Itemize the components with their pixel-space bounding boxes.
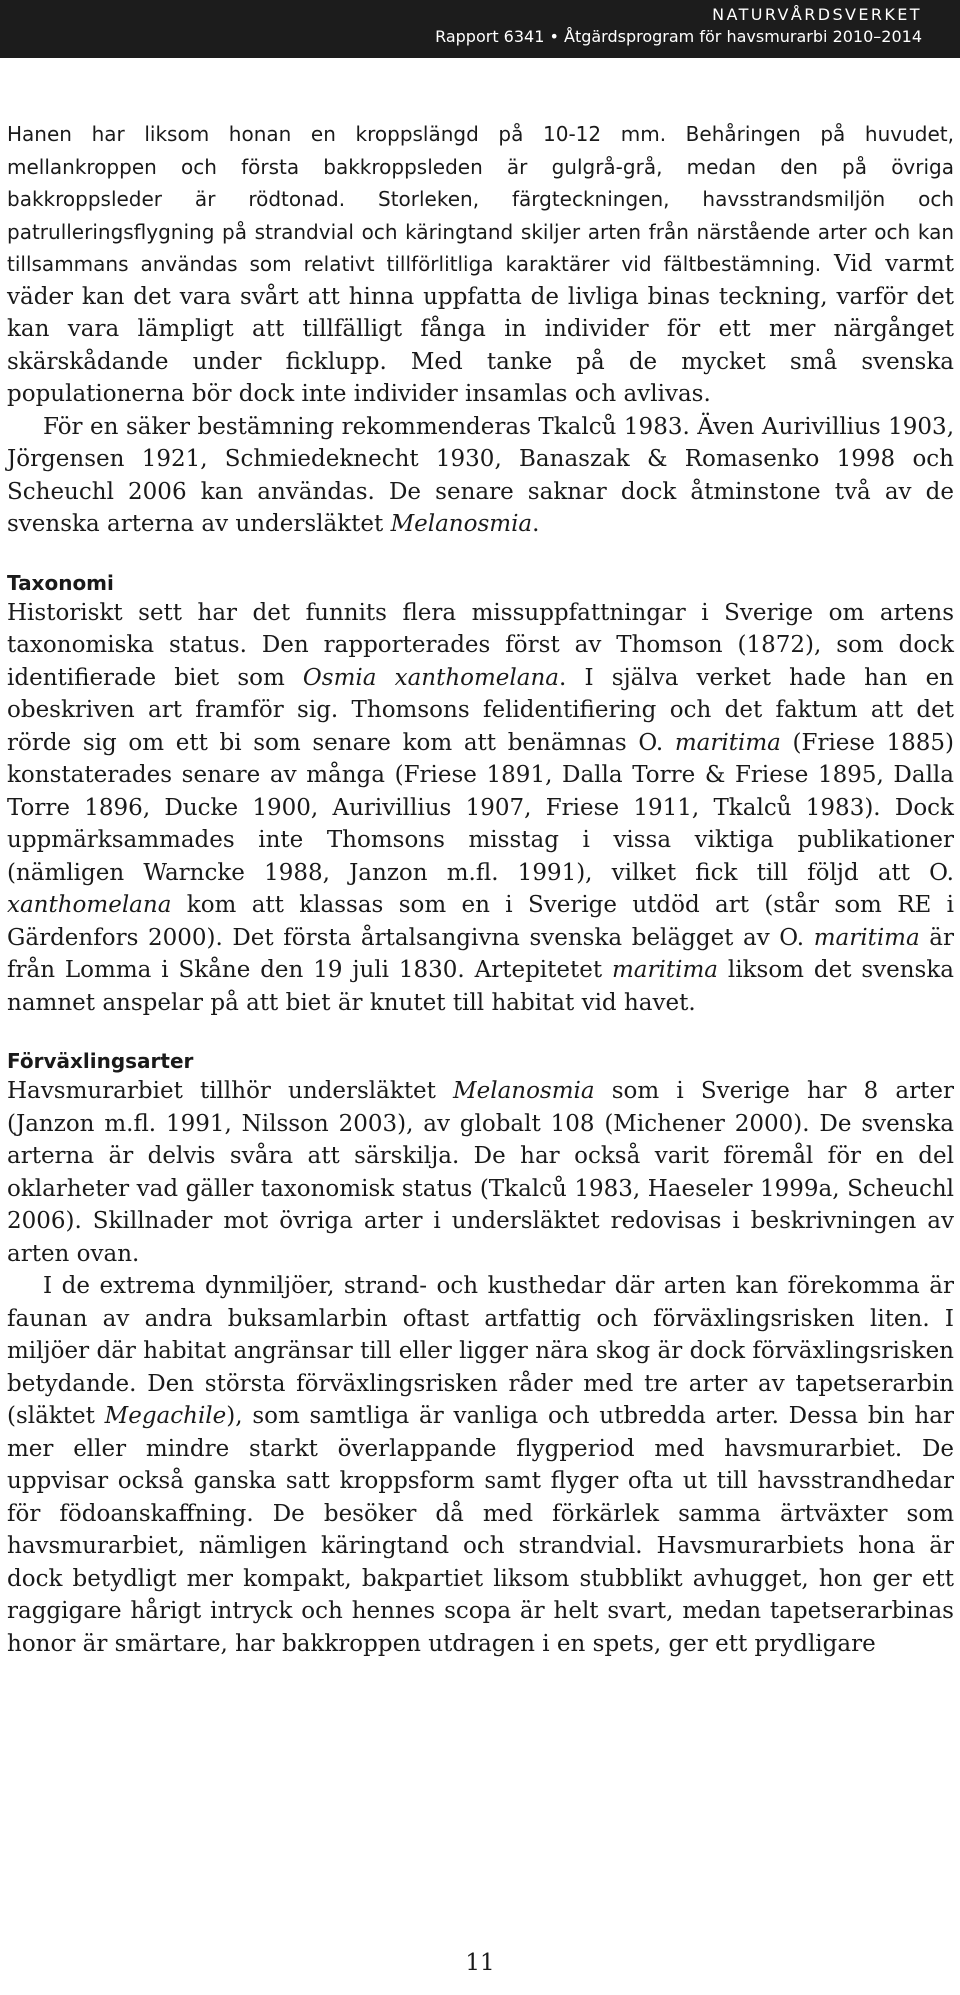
intro-paragraph bbox=[7, 118, 954, 411]
forvaxling-text-1: Havsmurarbiet tillhör undersläktet bbox=[7, 1078, 454, 1104]
identification-italic: Melanosmia bbox=[390, 511, 533, 537]
page-header bbox=[0, 0, 960, 58]
forvaxlingsarter-heading: Förväxlingsarter bbox=[7, 1049, 194, 1073]
taxonomi-italic-4: maritima bbox=[813, 924, 920, 951]
identification-end: . bbox=[532, 511, 540, 537]
taxonomi-text-6: liksom det svenska namnet anspelar på att biet är knutet till habitat vid havet. bbox=[7, 957, 955, 1016]
forvaxling-italic-2: Megachile bbox=[104, 1403, 227, 1429]
taxonomi-italic-5: maritima bbox=[612, 957, 718, 983]
taxonomi-text-4: kom att klassas som en i Sverige utdöd art (står som RE i Gärdenfors 2000). Det första årtalsangivna svenska belägget av O. bbox=[7, 892, 954, 951]
forvaxling-text-3: I de extrema dynmiljöer, strand- och kusthedar där arten kan förekomma är faunan av andra buksamlarbin oftast artfattig och förväxlingsrisken liten. I miljöer där habitat angränsar till eller ligger nära skog är dock förväxlingsrisken betydande. Den största förväxlingsrisken råder med tre arter av tapetserarbin (släktet bbox=[7, 1273, 954, 1429]
header-report-title: Rapport 6341 • Åtgärdsprogram för havsmurarbi 2010–2014 bbox=[435, 27, 922, 46]
forvaxling-italic-1: Melanosmia bbox=[453, 1078, 595, 1104]
taxonomi-italic-1: Osmia xanthomelana bbox=[302, 664, 560, 691]
taxonomi-paragraph bbox=[7, 597, 954, 1020]
forvaxling-text-4: ), som samtliga är vanliga och utbredda arter. Dessa bin har mer eller mindre starkt överlappande flygperiod med havsmurarbiet. De uppvisar också ganska satt kroppsform samt flyger ofta ut till havsstrandhedar för födoanskaffning. De besöker då med förkärlek samma ärtväxter som havsmurarbiet, nämligen käringtand och strandvial. Havsmurarbiets hona är dock betydligt mer kompakt, bakpartiet liksom stubblikt avhugget, hon ger ett raggigare hårigt intryck och hennes scopa är helt svart, medan tapetserarbinas honor är smärtare, har bakkroppen utdragen i en spets, ger ett prydligare bbox=[7, 1403, 954, 1657]
taxonomi-text-2: . I själva verket hade han en obeskriven art framför sig. Thomsons felidentifiering och det faktum att det rörde sig om ett bi som senare kom att benämnas O. bbox=[7, 664, 954, 756]
taxonomi-italic-3: xanthomelana bbox=[7, 892, 172, 918]
page-body bbox=[0, 118, 960, 1660]
identification-paragraph bbox=[7, 411, 954, 541]
taxonomi-text-3: (Friese 1885) konstaterades senare av många (Friese 1891, Dalla Torre & Friese 1895, Dalla Torre 1896, Ducke 1900, Aurivillius 1907, Friese 1911, Tkalců 1983). Dock uppmärksammades inte Thomsons misstag i vissa viktiga publikationer (nämligen Warncke 1988, Janzon m.fl. 1991), vilket fick till följd att O. bbox=[7, 729, 955, 886]
taxonomi-heading: Taxonomi bbox=[7, 570, 114, 595]
intro-serif-text: Vid varmt väder kan det vara svårt att hinna uppfatta de livliga binas teckning, varför det kan vara lämpligt att tillfälligt fånga in individer för ett mer närgånget skärskådande under ficklupp. Med tanke på de mycket små svenska populationerna bör dock inte individer insamlas och avlivas. bbox=[7, 251, 955, 407]
taxonomi-italic-2: maritima bbox=[674, 729, 781, 756]
intro-sans-text: Hanen har liksom honan en kroppslängd på 10-12 mm. Behåringen på huvudet, mellankroppen och första bakkroppsleden är gulgrå-grå, medan den på övriga bakkroppsleder är rödtonad. Storleken, färgteckningen, havsstrandsmiljön och patrulleringsflygning på strandvial och käringtand skiljer arten från närstående arter och kan tillsammans användas som relativt tillförlitliga karaktärer vid fältbestämning. bbox=[7, 122, 954, 276]
header-organization: NATURVÅRDSVERKET bbox=[712, 5, 922, 24]
taxonomi-text-5: är från Lomma i Skåne den 19 juli 1830. Artepitetet bbox=[7, 924, 954, 983]
forvaxling-paragraph-1 bbox=[7, 1075, 954, 1270]
page-number: 11 bbox=[465, 1950, 495, 1976]
forvaxling-text-2: som i Sverige har 8 arter (Janzon m.fl. 1991, Nilsson 2003), av globalt 108 (Michener 2000). De svenska arterna är delvis svåra att särskilja. De har också varit föremål för en del oklarheter vad gäller taxonomisk status (Tkalců 1983, Haeseler 1999a, Scheuchl 2006). Skillnader mot övriga arter i undersläktet redovisas i beskrivningen av arten ovan. bbox=[7, 1078, 954, 1267]
taxonomi-text-1: Historiskt sett har det funnits flera missuppfattningar i Sverige om artens taxonomiska status. Den rapporterades först av Thomson (1872), som dock identifierade biet som bbox=[7, 599, 954, 691]
identification-text: För en säker bestämning rekommenderas Tkalců 1983. Även Aurivillius 1903, Jörgensen 1921, Schmiedeknecht 1930, Banaszak & Romasenko 1998 och Scheuchl 2006 kan användas. De senare saknar dock åtminstone två av de svenska arterna av undersläktet bbox=[7, 413, 954, 537]
forvaxling-paragraph-2 bbox=[7, 1270, 954, 1660]
